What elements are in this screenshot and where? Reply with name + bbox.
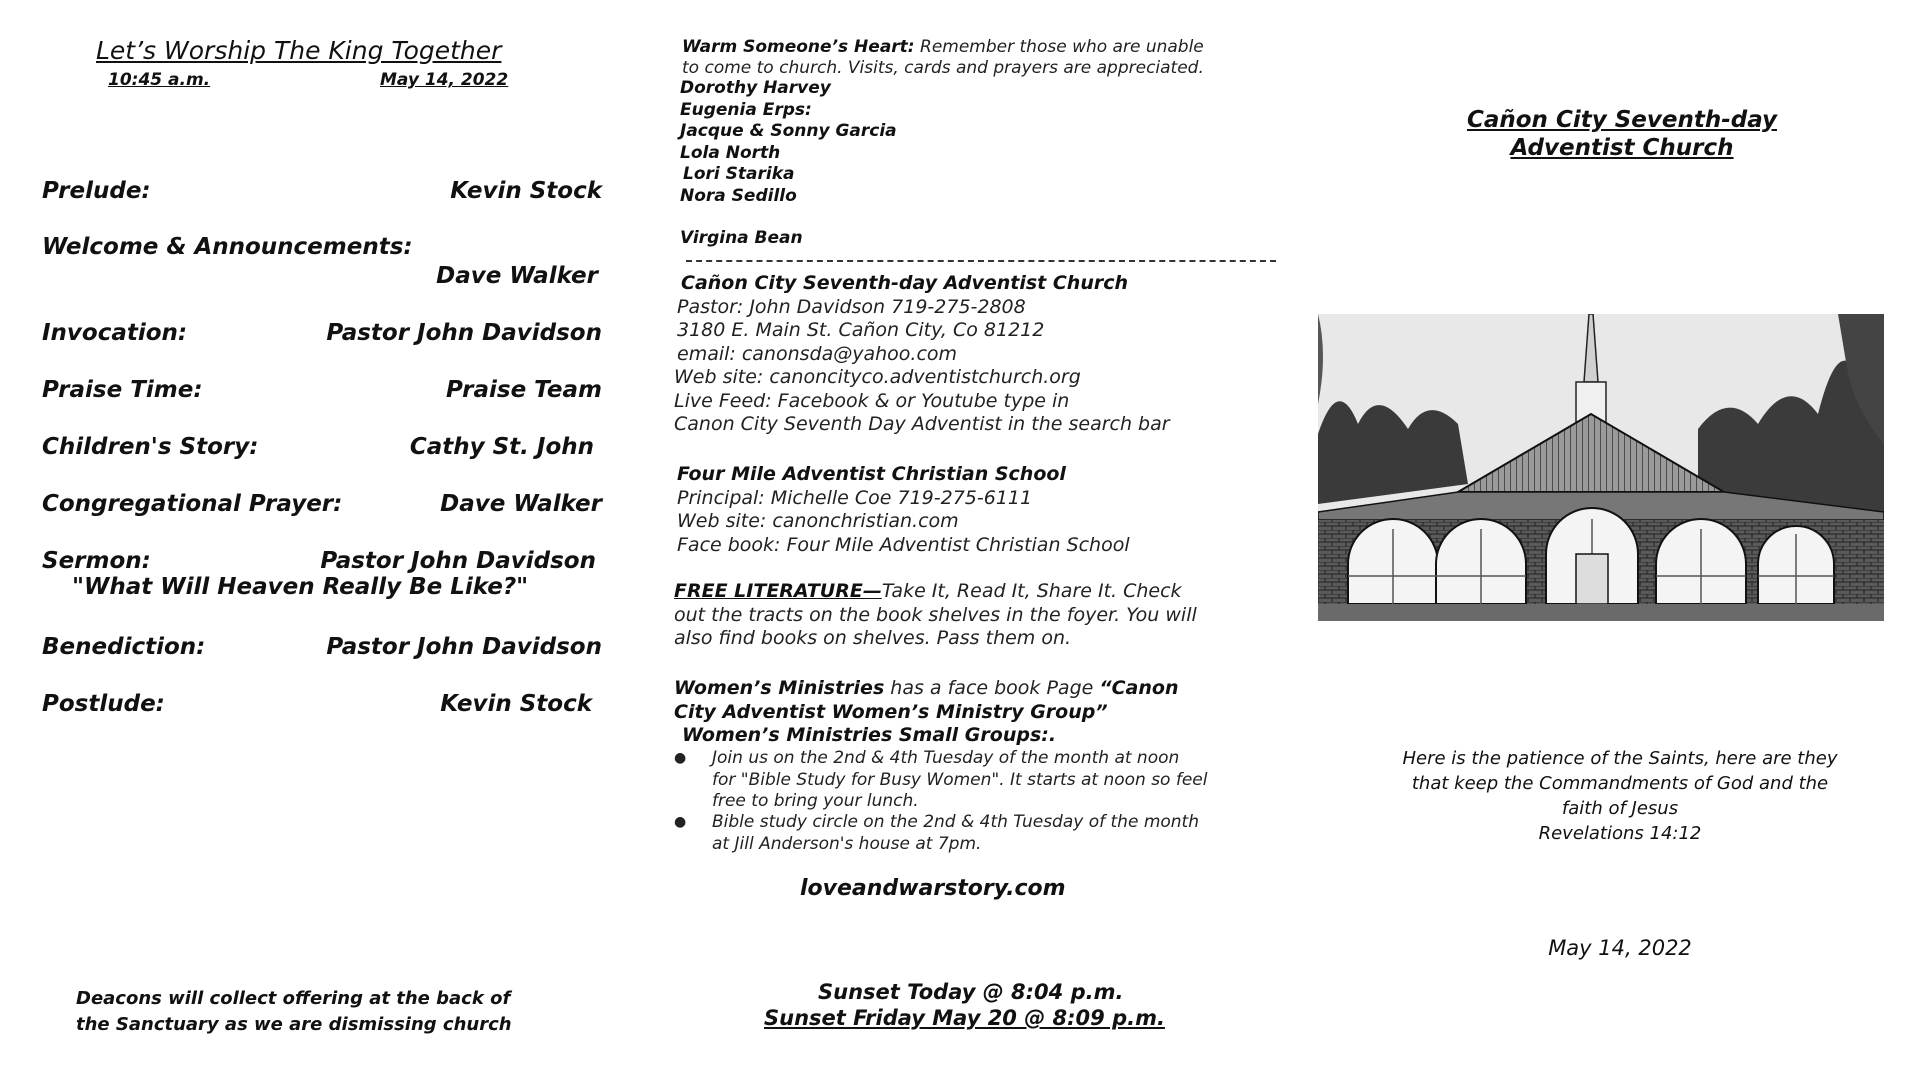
- prayer-name: Lori Starika: [683, 164, 795, 184]
- bullet-line: at Jill Anderson's house at 7pm.: [712, 833, 982, 854]
- prayer-name: Lola North: [680, 142, 781, 163]
- service-date: May 14, 2022: [380, 70, 509, 90]
- literature-heading: FREE LITERATURE—: [674, 580, 882, 602]
- program-label: Congregational Prayer:: [42, 491, 343, 517]
- bulletin-date: May 14, 2022: [1548, 936, 1692, 960]
- literature-line: also find books on shelves. Pass them on.: [674, 627, 1072, 649]
- quote-line: Here is the patience of the Saints, here are they: [1402, 748, 1838, 769]
- program-name: Dave Walker: [436, 263, 598, 289]
- school-website: Web site: canonchristian.com: [677, 510, 959, 532]
- school-heading: Four Mile Adventist Christian School: [677, 463, 1066, 485]
- church-info-heading: Cañon City Seventh-day Adventist Church: [681, 272, 1129, 294]
- program-name: Pastor John Davidson: [326, 320, 602, 346]
- service-time: 10:45 a.m.: [108, 70, 211, 90]
- program-row-praise: [42, 377, 602, 407]
- bullet-line: for "Bible Study for Busy Women". It starts at noon so feel: [712, 769, 1208, 790]
- womens-heading: Women’s Ministries: [674, 677, 885, 699]
- warm-heart-line1: [682, 37, 1204, 57]
- church-pastor: Pastor: John Davidson 719-275-2808: [677, 295, 1026, 318]
- womens-line: [674, 677, 1178, 701]
- program-label: Praise Time:: [42, 377, 203, 403]
- program-name: Cathy St. John: [409, 434, 594, 460]
- offering-note: [76, 986, 596, 1038]
- program-label: Children's Story:: [42, 434, 259, 460]
- prayer-name: Nora Sedillo: [680, 185, 797, 206]
- program-name: Kevin Stock: [450, 178, 602, 204]
- bullet-text: [712, 812, 1272, 855]
- school-info: [674, 463, 1130, 557]
- church-live-feed-2: Canon City Seventh Day Adventist in the search bar: [674, 413, 1170, 435]
- womens-small-groups: Women’s Ministries Small Groups:.: [682, 724, 1057, 746]
- church-building-image: [1318, 314, 1884, 621]
- scripture-reference: Revelations 14:12: [1538, 823, 1702, 844]
- warm-heart-text: Remember those who are unable: [914, 37, 1204, 57]
- bullet-text: [712, 748, 1272, 813]
- program-row-congregational-prayer: [42, 491, 602, 521]
- program-label: Prelude:: [42, 178, 151, 204]
- sunset-friday: Sunset Friday May 20 @ 8:09 p.m.: [764, 1006, 1165, 1030]
- program-name: Praise Team: [445, 377, 602, 403]
- literature-text: Take It, Read It, Share It. Check: [881, 580, 1182, 602]
- bullet-line: Join us on the 2nd & 4th Tuesday of the month at noon: [712, 748, 1180, 768]
- church-website: Web site: canoncityco.adventistchurch.org: [674, 366, 1081, 388]
- program-name: Pastor John Davidson: [320, 548, 596, 574]
- program-name: Pastor John Davidson: [326, 634, 602, 660]
- offering-note-line: the Sanctuary as we are dismissing church: [76, 1014, 512, 1035]
- church-info: [674, 272, 1170, 437]
- program-row-invocation: [42, 320, 602, 350]
- prayer-name: Jacque & Sonny Garcia: [680, 121, 897, 141]
- section-divider: [686, 260, 1276, 262]
- warm-heart-heading: Warm Someone’s Heart:: [682, 37, 915, 57]
- church-address: 3180 E. Main St. Cañon City, Co 81212: [677, 319, 1045, 341]
- womens-group-name-2: City Adventist Women’s Ministry Group”: [674, 700, 1108, 723]
- website-link[interactable]: loveandwarstory.com: [800, 876, 1066, 901]
- bullet-icon: ●: [674, 750, 687, 766]
- bullet-icon: ●: [674, 814, 687, 830]
- program-row-prelude: [42, 178, 602, 208]
- program-label: Postlude:: [42, 691, 165, 717]
- literature-line: [674, 580, 1197, 604]
- church-name: [1462, 106, 1782, 162]
- bullet-line: Bible study circle on the 2nd & 4th Tuesday of the month: [712, 812, 1199, 832]
- prayer-name: Dorothy Harvey: [680, 78, 831, 98]
- womens-ministries: [674, 677, 1178, 748]
- free-literature: [674, 580, 1197, 651]
- school-principal: Principal: Michelle Coe 719-275-6111: [677, 486, 1033, 509]
- church-email: email: canonsda@yahoo.com: [677, 342, 958, 365]
- program-row-childrens-story: [42, 434, 602, 464]
- program-name: Dave Walker: [440, 491, 602, 517]
- womens-group-name: “Canon: [1099, 677, 1179, 699]
- program-label: Welcome & Announcements:: [42, 234, 413, 260]
- program-label: Benediction:: [42, 634, 206, 660]
- prayer-name: Eugenia Erps:: [680, 99, 812, 120]
- church-live-feed: Live Feed: Facebook & or Youtube type in: [674, 389, 1070, 412]
- worship-title: Let’s Worship The King Together: [96, 36, 502, 65]
- school-facebook: Face book: Four Mile Adventist Christian School: [677, 533, 1130, 556]
- literature-line: out the tracts on the book shelves in the foyer. You will: [674, 603, 1197, 626]
- program-label: Sermon:: [42, 548, 151, 574]
- bullet-line: free to bring your lunch.: [712, 791, 919, 811]
- program-row-postlude: [42, 691, 602, 721]
- womens-text: has a face book Page: [884, 677, 1100, 699]
- prayer-list: [680, 78, 897, 250]
- warm-heart-line2: to come to church. Visits, cards and prayers are appreciated.: [682, 58, 1204, 78]
- quote-line: that keep the Commandments of God and the: [1411, 773, 1829, 794]
- program-row-welcome: [42, 234, 602, 294]
- program-label: Invocation:: [42, 320, 188, 346]
- program-name: Kevin Stock: [440, 691, 592, 717]
- scripture-quote: [1350, 746, 1890, 846]
- program-row-benediction: [42, 634, 602, 664]
- prayer-name: Virgina Bean: [680, 228, 803, 248]
- sermon-title: "What Will Heaven Really Be Like?": [72, 574, 529, 600]
- offering-note-line: Deacons will collect offering at the back of: [76, 988, 511, 1009]
- sunset-today: Sunset Today @ 8:04 p.m.: [818, 980, 1124, 1004]
- church-name-line: Cañon City Seventh-day: [1466, 107, 1778, 133]
- church-name-line: Adventist Church: [1510, 135, 1734, 161]
- quote-line: faith of Jesus: [1561, 798, 1679, 819]
